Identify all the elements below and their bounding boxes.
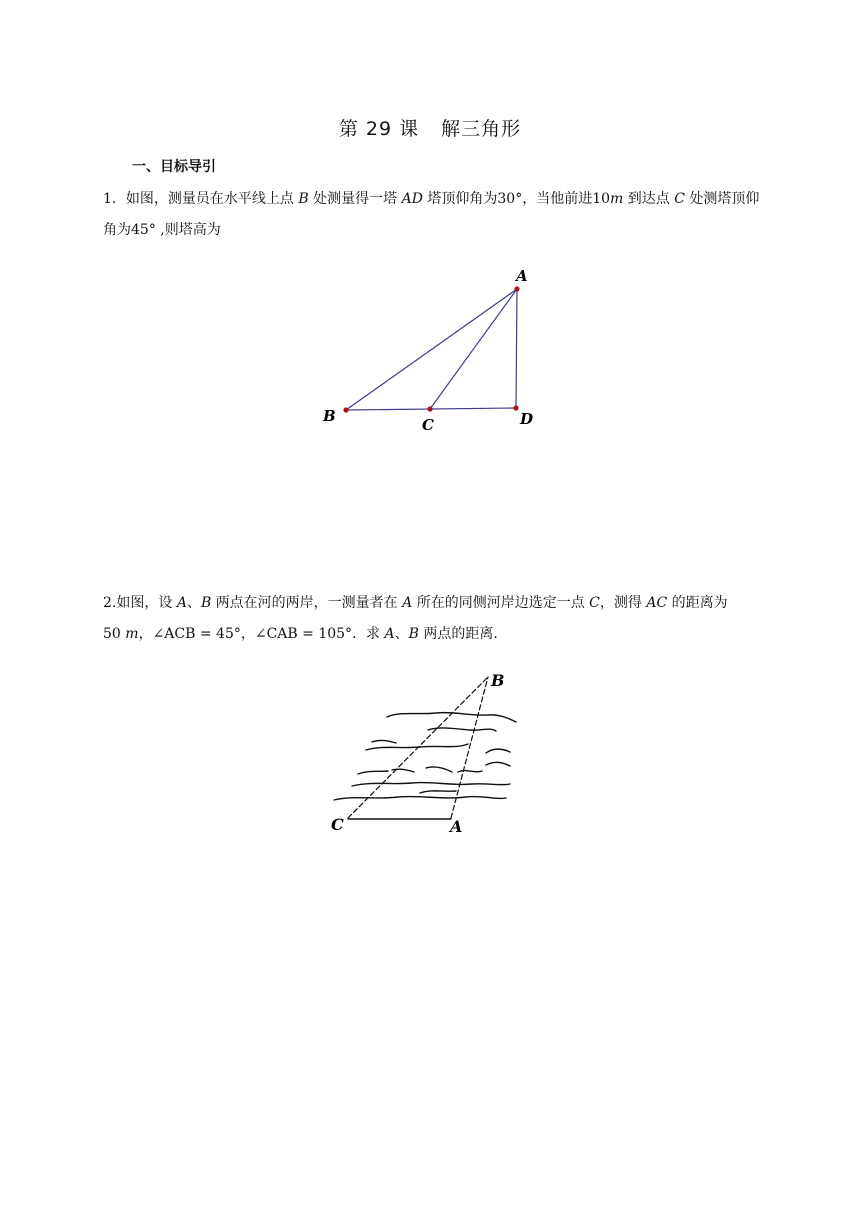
- river-wave: [420, 791, 456, 793]
- label-A: A: [516, 267, 528, 285]
- river-wave: [486, 762, 510, 766]
- label-D: D: [520, 410, 534, 428]
- river-wave: [426, 767, 452, 772]
- point-B: [343, 407, 348, 412]
- label-B-river: B: [491, 671, 505, 690]
- river-wave: [358, 771, 388, 774]
- section-heading: 一、目标导引: [132, 159, 216, 175]
- point-A: [514, 286, 519, 291]
- segment-AB: [346, 289, 517, 410]
- river-wave: [458, 771, 482, 772]
- point-C: [427, 406, 432, 411]
- river-wave: [428, 728, 496, 731]
- river-wave: [352, 783, 510, 786]
- problem-2-text: 2.如图，设 A、B 两点在河的两岸，一测量者在 A 所在的同侧河岸边选定一点 C，测得 AC 的距离为 50 m，∠ACB = 45°，∠CAB = 105°．求 A、B 两点的距离．: [103, 595, 728, 642]
- river-wave: [486, 749, 510, 753]
- label-B: B: [323, 407, 336, 425]
- label-A-river: A: [450, 817, 463, 836]
- lesson-number: 第 29 课: [338, 118, 420, 140]
- figure-1: [322, 267, 533, 434]
- label-C-river: C: [331, 815, 344, 834]
- label-C: C: [422, 416, 434, 434]
- point-D: [513, 405, 518, 410]
- segment-AC: [430, 289, 517, 409]
- river-wave: [334, 797, 506, 800]
- problem-1-text: 1．如图，测量员在水平线上点 B 处测量得一塔 AD 塔顶仰角为30°，当他前进10m 到达点 C 处测塔顶仰角为45° ,则塔高为: [103, 191, 760, 238]
- lesson-topic: 解三角形: [441, 118, 522, 140]
- segment-AD: [516, 289, 517, 408]
- river-wave: [372, 740, 396, 743]
- figure-2: [334, 677, 516, 819]
